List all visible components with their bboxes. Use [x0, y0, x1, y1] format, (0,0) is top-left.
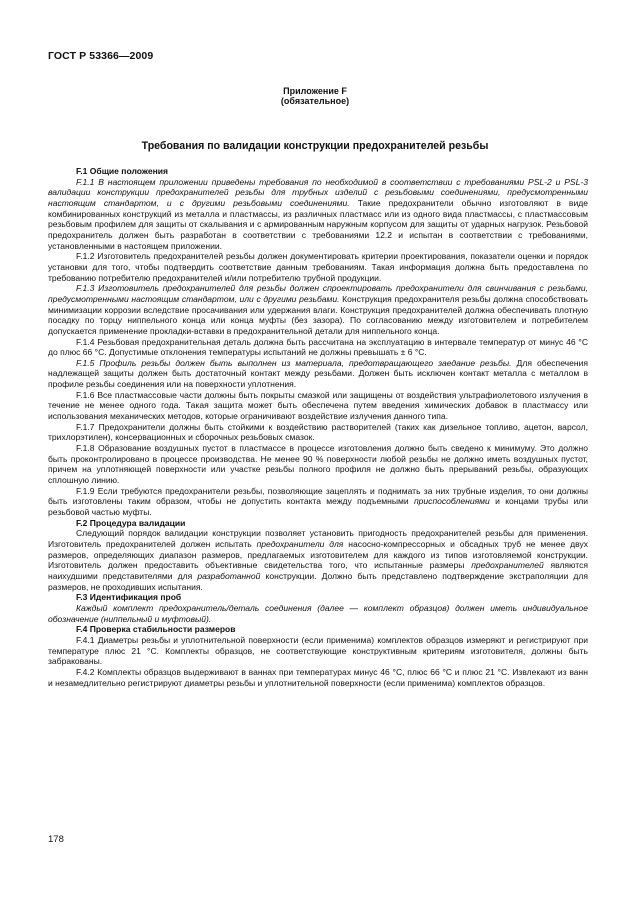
- paragraph-f1-9-text-a: F.1.9 Если требуются предохранители резьбы, позволяющие зацеплять и поднимать за них трубные изделия, то они должны быть изготовлены таким образом, чтобы не допустить контакта между подъемными: [48, 485, 588, 507]
- paragraph-f1-5: [48, 358, 588, 390]
- paragraph-f2-b: предохранители для: [256, 538, 344, 549]
- paragraph-f1-1: [48, 177, 588, 252]
- paragraph-f1-6: F.1.6 Все пластмассовые части должны быть покрыты смазкой или защищены от воздействия ультрафиолетового излучения в течение не менее одного года. Такая защита может быть обеспечена путем введения химических добавок в пластмассу или использования механических методов, которые ограничивают воздействие излучения данного типа.: [48, 389, 588, 422]
- paragraph-f2-e: являются наихудшими представителями для: [48, 560, 589, 581]
- paragraph-f1-1-text: Такие предохранители обычно изготовляют в виде комбинированных конструкций из металла и пластмассы, из различных пластмасс или из одного вида пластмассы, с пластмассовым резьбовым профилем для защиты от скалывания и с армированным наружным корпусом для защиты от ударных нагрузок. Резьбовой предохранитель должен быть разработан в соответствии с требованиями 12.2 и испытан в соответствии с требованиями, установленными в настоящем приложении.: [48, 197, 588, 251]
- standard-designation: ГОСТ Р 53366—2009: [48, 50, 154, 62]
- paragraph-f1-9-text-c: и концами трубы или резьбовой частью муфты.: [48, 496, 588, 517]
- paragraph-f1-8: F.1.8 Образование воздушных пустот в пластмассе в процессе изготовления должно быть сведено к минимуму. Это должно быть проконтролировано в процессе производства. Не менее 90 % поверхности любой резьбы не должно иметь воздушных пустот, причем на уплотняющей поверхности или участке резьбы полного профиля не должно быть прерываний резьбы, образующих сплошную линию.: [48, 443, 588, 486]
- paragraph-f2-c: насосно-компрессорных и обсадных труб не менее двух размеров, определяющих диапазон размеров, предлагаемых изготовителем для каждого из типов изготовляемой конструкции. Изготовитель должен предоставить объективные свидетельства того, что испытанные размеры: [48, 538, 589, 571]
- paragraph-f1-5-text: Для обеспечения надлежащей защиты должен быть достаточный контакт между резьбами. Должен быть исключен контакт металла с металлом в профиле резьбы соединения или на поверхности уплотнения.: [48, 357, 588, 390]
- section-heading-f1: F.1 Общие положения: [76, 166, 168, 176]
- page-number: 178: [48, 834, 64, 845]
- paragraph-f4-2: F.4.2 Комплекты образцов выдерживают в ваннах при температурах минус 46 °С, плюс 66 °С и плюс 21 °С. Извлекают из ванн и незамедлительно регистрируют диаметры резьбы и уплотнительной поверхности (если применима) комплектов образцов.: [48, 666, 588, 688]
- paragraph-f1-3-italic: F.1.3 Изготовитель предохранителей для резьбы должен спроектировать предохранители для свинчивания с резьбами, предусмотренными настоящим стандартом, или с другими резьбами.: [48, 283, 588, 304]
- paragraph-f2-f: разработанной: [197, 570, 261, 581]
- paragraph-f1-9: [48, 486, 588, 518]
- paragraph-f1-3-text: Конструкция предохранителя резьбы должна способствовать минимизации коррозии вследствие просачивания или удержания влаги. Конструкция предохранителей должна обеспечивать плотную посадку по торцу ниппельного конца или конца муфты (без зазора). По согласованию между изготовителем и потребителем допускается применение прокладки-вставки в предохранительной детали для ниппельного конца.: [48, 293, 588, 336]
- document-body: [48, 166, 588, 688]
- paragraph-f2-g: конструкции. Должно быть представлено подтверждение экстраполяции для размеров, не проходивших испытания.: [48, 570, 588, 592]
- paragraph-f1-2: F.1.2 Изготовитель предохранителей резьбы должен документировать критерии проектирования, показатели оценки и порядок установки для того, чтобы подтвердить соответствие данным требованиям. Такая информация должна быть предоставлена по требованию потребителю предохранителей и/или потребителю трубной продукции.: [48, 251, 588, 283]
- section-heading-f3: F.3 Идентификация проб: [76, 592, 182, 603]
- section-heading-f4: F.4 Проверка стабильности размеров: [76, 624, 236, 635]
- paragraph-f2-a: Следующий порядок валидации конструкции позволяет установить пригодность предохранителей резьбы для применения. Изготовитель предохранителей должен испытать: [48, 528, 588, 549]
- paragraph-f2: [48, 528, 588, 592]
- paragraph-f1-3: [48, 283, 588, 336]
- annex-title: Приложение F: [283, 86, 347, 96]
- paragraph-f1-1-italic: F.1.1 В настоящем приложении приведены требования по необходимой в соответствии с требованиями PSL-2 и PSL-3 валидации конструкции предохранителей резьбы для трубных изделий с резьбовыми соединениями, предусмотренными настоящим стандартом, и с другими резьбовыми соединениями.: [48, 176, 588, 208]
- paragraph-f1-9-italic: приспособлениями: [413, 496, 490, 507]
- paragraph-f1-7: F.1.7 Предохранители должны быть стойкими к воздействию растворителей (таких как дизельное топливо, ацетон, варсол, трихлорэтилен), консервационных и сборочных резьбовых смазок.: [48, 421, 588, 443]
- paragraph-f4-1: F.4.1 Диаметры резьбы и уплотнительной поверхности (если применима) комплектов образцов измеряют и регистрируют при температуре плюс 21 °С. Комплекты образцов, не соответствующие конструктивным критериям изготовителя, должны быть забракованы.: [48, 634, 588, 667]
- paragraph-f1-5-italic: F.1.5 Профиль резьбы должен быть выполнен из материала, предотвращающего заедание резьбы.: [76, 357, 512, 368]
- paragraph-f2-d: предохранителей: [471, 560, 544, 571]
- section-heading-f2: F.2 Процедура валидации: [76, 517, 186, 528]
- paragraph-f3: Каждый комплект предохранитель/деталь соединения (далее — комплект образцов) должен иметь индивидуальное обозначение (ниппельный и муфтовый).: [48, 602, 588, 624]
- paragraph-f1-4: F.1.4 Резьбовая предохранительная деталь должна быть рассчитана на эксплуатацию в интервале температур от минус 46 °С до плюс 66 °С. Допустимые отклонения температуры испытаний не должны превышать ± 6 °С.: [48, 336, 588, 358]
- document-title: Требования по валидации конструкции предохранителей резьбы: [141, 140, 489, 152]
- annex-status: (обязательное): [280, 96, 350, 106]
